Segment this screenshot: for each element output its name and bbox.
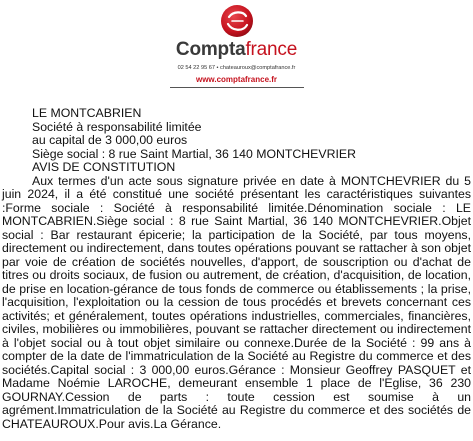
logo-underline-divider bbox=[170, 87, 304, 88]
logo-word-compta: Compta bbox=[175, 39, 246, 60]
logo-website-link[interactable]: www.comptafrance.fr bbox=[195, 75, 278, 84]
comptafrance-logo bbox=[0, 4, 473, 88]
notice-title: AVIS DE CONSTITUTION bbox=[32, 160, 176, 174]
notice-body-text: Aux termes d'un acte sous signature privée en date à MONTCHEVRIER du 5 juin 2024, il a été constitué une société présentant les caractéristiques suivantes :Forme sociale : Société à responsabilité limitée.Dénomination sociale : LE MONTCABRIEN.Siège social : 8 rue Saint Martial, 36 140 MONTCHEVRIER.Objet social : Bar restaurant épicerie; la participation de la Société, par tous moyens, directement ou indirectement, dans toutes opérations pouvant se rattacher à son objet par voie de création de sociétés nouvelles, d'apport, de souscription ou d'achat de titres ou droits sociaux, de fusion ou autrement, de création, d'acquisition, de location, de prise en location-gérance de tous fonds de commerce ou établissements ; la prise, l'acquisition, l'exploitation ou la cession de tous procédés et brevets concernant ces activités; et généralement, toutes opérations industrielles, commerciales, financières, civiles, mobilières ou immobilières, pouvant se rattacher directement ou indirectement à l'objet social ou à tout objet similaire ou connexe.Durée de la Société : 99 ans à compter de la date de l'immatriculation de la Société au Registre du commerce et des sociétés.Capital social : 3 000,00 euros.Gérance : Monsieur Geoffrey PASQUET et Madame Noémie LAROCHE, demeurant ensemble 1 place de l'Eglise, 36 230 GOURNAY.Cession de parts : toute cession est soumise à un agrément.Immatriculation de la Société au Registre du commerce et des sociétés de CHATEAUROUX.Pour avis.La Gérance. bbox=[2, 173, 471, 431]
logo-word-france: france bbox=[245, 39, 298, 60]
legal-notice bbox=[2, 107, 471, 431]
notice-legal-form: Société à responsabilité limitée bbox=[32, 119, 202, 134]
logo-wordmark bbox=[0, 39, 473, 61]
notice-registered-office: Siège social : 8 rue Saint Martial, 36 140 MONTCHEVRIER bbox=[32, 146, 356, 161]
notice-capital: au capital de 3 000,00 euros bbox=[32, 133, 188, 147]
comptafrance-emblem-icon bbox=[220, 4, 254, 38]
logo-contact-line: 02 54 22 95 67 • chateauroux@comptafrance.fr bbox=[177, 65, 296, 71]
notice-company-name: LE MONTCABRIEN bbox=[32, 106, 142, 120]
